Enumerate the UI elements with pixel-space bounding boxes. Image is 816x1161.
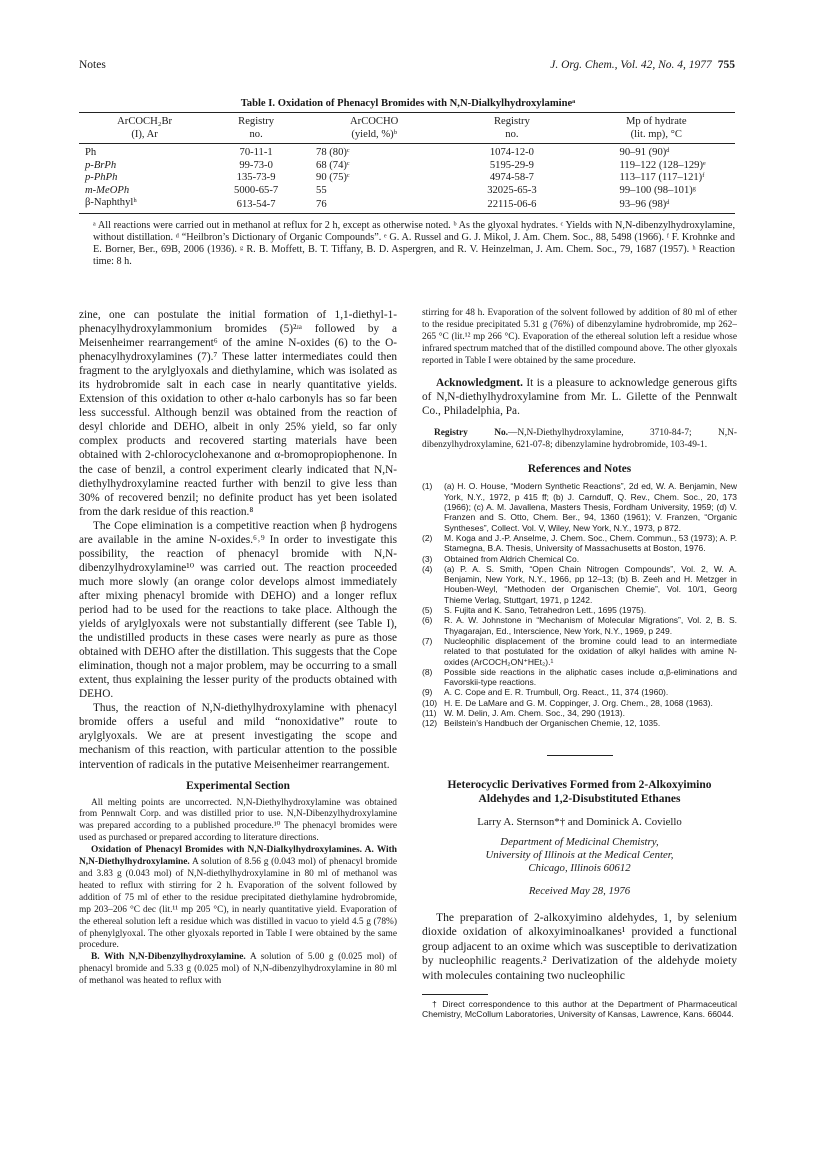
cell: 113–117 (117–121)ᶠ xyxy=(619,172,705,183)
experimental-paragraph xyxy=(79,845,397,952)
reference-item: (4) (a) P. A. S. Smith, “Open Chain Nitrogen Compounds”, Vol. 2, W. A. Benjamin, New York, N.Y., 1966, pp 12–13; (b) B. Zeeh and H. Metzger in Houben-Weyl, “Methoden der Organischen Chemie”, Vol. 10/1, Georg Thieme Verlag, Stuttgart, 1971, p 1242. xyxy=(422,563,737,605)
affiliation-line: University of Illinois at the Medical Center, xyxy=(485,848,674,861)
table-row xyxy=(79,172,735,185)
cell: 5000-65-7 xyxy=(234,184,279,196)
experimental-paragraph: stirring for 48 h. Evaporation of the solvent followed by addition of 80 ml of ether to the residue precipitated 5.31 g (76%) of dibenzylamine hydrobromide, mp 262–265 °C (lit.¹² mp 266 °C). Evaporation of the ethereal solution left a residue whose infrared spectrum matched that of the distilled compound above. The other glyoxals reported in Table I were obtained by the same procedure. xyxy=(422,308,737,366)
paragraph-text: A solution of 5.00 g (0.025 mol) of phenacyl bromide and 5.33 g (0.025 mol) of N,N-dibenzylhydroxylamine in 80 ml of methanol was heated to reflux with xyxy=(79,952,397,987)
paragraph-text: A solution of 8.56 g (0.043 mol) of phenacyl bromide and 3.83 g (0.043 mol) of N,N-diethylhydroxylamine in 80 ml of methanol was heated to reflux with stirring for 2 h. Evaporation of the solvent followed by addition of 75 ml of ether to the residue precipitated diethylamine hydrobromide, mp 203–206 °C dec (lit.¹¹ mp 205 °C), in nearly quantitative yield. Evaporation of the ethereal solution left a residue which was distilled in vacuo to yield 4.5 g (78%) of phenylglyoxal. The other glyoxals reported in Table I were obtained by the same procedure. xyxy=(79,857,397,951)
reference-item: (12) Beilstein’s Handbuch der Organischen Chemie, 12, 1035. xyxy=(422,718,661,729)
references-list xyxy=(422,481,737,728)
affiliation-line: Chicago, Illinois 60612 xyxy=(528,861,631,874)
affiliation-line: Department of Medicinal Chemistry, xyxy=(500,835,659,848)
table-row xyxy=(79,197,735,213)
table-row xyxy=(79,185,735,198)
cell: 99-73-0 xyxy=(239,159,273,171)
registry-text: —N,N-Diethylhydroxylamine, 3710-84-7; N,N-dibenzylhydroxylamine, 621-07-8; dibenzylamine hydrobromide, 103-49-1. xyxy=(422,427,737,450)
col-header-registry-2: Registry no. xyxy=(493,116,530,140)
col-header-registry-1: Registry no. xyxy=(238,116,275,140)
section-heading-experimental: Experimental Section xyxy=(186,779,290,792)
cell: 76 xyxy=(316,198,327,210)
acknowledgment-text: It is a pleasure to acknowledge generous gifts of N,N-diethylhydroxylamine from Mr. L. Gilette of the Pennwalt Co., Philadelphia, Pa. xyxy=(422,376,737,417)
experimental-paragraph: All melting points are uncorrected. N,N-Diethylhydroxylamine was obtained from Pennwalt Corp. and was distilled prior to use. N,N-Dibenzylhydroxylamine was prepared according to a published procedure.¹⁰ The phenacyl bromides were used as purchased or prepared according to literature directions. xyxy=(79,797,397,844)
table-footnotes: ᵃ All reactions were carried out in methanol at reflux for 2 h, except as otherwise noted. ᵇ As the glyoxal hydrates. ᶜ Yields with N,N-dibenzylhydroxylamine, without distillation. ᵈ “Heilbron’s Dictionary of Organic Compounds”. ᵉ G. A. Russel and G. J. Mikol, J. Am. Chem. Soc., 88, 5498 (1966). ᶠ F. Krohnke and E. Borner, Ber., 69B, 2006 (1936). ᵍ R. B. Moffett, B. T. Tiffany, B. D. Aspergren, and R. V. Heinzelman, J. Am. Chem. Soc., 79, 1687 (1957). ʰ Reaction time: 8 h. xyxy=(93,219,735,268)
acknowledgment xyxy=(422,376,737,418)
cell: p-BrPh xyxy=(85,159,117,171)
cell: 32025-65-3 xyxy=(487,184,537,196)
cell: 1074-12-0 xyxy=(489,147,534,158)
reference-item: (10) H. E. De LaMare and G. M. Coppinger, J. Org. Chem., 28, 1068 (1963). xyxy=(422,697,713,708)
table-row xyxy=(79,144,735,160)
results-table xyxy=(79,113,735,213)
cell: p-PhPh xyxy=(85,172,118,183)
run-in-heading: Oxidation of Phenacyl Bromides with N,N-Dialkylhydroxylamines. A. With N,N-Diethylhydroxylamine. xyxy=(79,845,397,868)
article-intro-paragraph: The preparation of 2-alkoxyimino aldehydes, 1, by selenium dioxide oxidation of alkoxyiminoalkanes¹ provided a functional group adjacent to an oxime which was susceptible to derivatization by nucleophilic reagents.² Derivatization of the aldehyde moiety with molecules containing two nucleophilic xyxy=(422,910,737,982)
footnote-rule xyxy=(422,994,488,995)
cell: 119–122 (128–129)ᵉ xyxy=(619,159,706,171)
cell: 99–100 (98–101)ᵍ xyxy=(619,184,696,196)
author-footnote: † Direct correspondence to this author at the Department of Pharmaceutical Chemistry, McCollum Laboratories, University of Kansas, Lawrence, Kans. 66044. xyxy=(422,998,737,1019)
col-header-product: ArCOCHO (yield, %)ᵇ xyxy=(350,116,399,140)
left-column xyxy=(79,308,397,988)
col-header-mp: Mp of hydrate (lit. mp), °C xyxy=(625,116,687,140)
references-heading: References and Notes xyxy=(527,463,632,476)
article-divider xyxy=(547,755,613,756)
article-title: Heterocyclic Derivatives Formed from 2-Alkoxyimino Aldehydes and 1,2-Disubstituted Ethanes xyxy=(447,778,712,805)
cell: 70-11-1 xyxy=(239,147,273,158)
reference-item: (9) A. C. Cope and E. R. Trumbull, Org. React., 11, 374 (1960). xyxy=(422,687,669,698)
col-header-substrate: ArCOCH₂Br (I), Ar xyxy=(117,116,173,140)
reference-item: (11) W. M. Delin, J. Am. Chem. Soc., 34, 290 (1913). xyxy=(422,708,625,719)
registry-heading: Registry No. xyxy=(434,427,508,438)
cell: β-Naphthylʰ xyxy=(85,197,137,208)
cell: Ph xyxy=(85,147,97,158)
reference-item: (2) M. Koga and J.-P. Anselme, J. Chem. Soc., Chem. Commun., 53 (1973); A. P. Stamegna, B.A. Thesis, University of Massachusetts at Boston, 1976. xyxy=(422,532,737,554)
registry-numbers xyxy=(422,428,737,452)
running-head-journal xyxy=(550,59,735,71)
run-in-heading: B. With N,N-Dibenzylhydroxylamine. xyxy=(91,952,246,963)
reference-item: (6) R. A. W. Johnstone in “Mechanism of Molecular Migrations”, Vol. 2, B. S. Thyagarajan, Ed., Interscience, New York, N.Y., 1969, p 249. xyxy=(422,615,737,636)
article-authors: Larry A. Sternson*† and Dominick A. Coviello xyxy=(477,815,682,828)
table-row xyxy=(79,160,735,173)
cell: 68 (74)ᶜ xyxy=(316,159,350,171)
cell: m-MeOPh xyxy=(85,184,130,196)
reference-item: (7) Nucleophilic displacement of the bromine could lead to an intermediate related to that postulated for the oxidation of alkyl halides with amine N-oxides (ArCOCH₂ON⁺HEt₂).¹ xyxy=(422,635,737,667)
paragraph: The Cope elimination is a competitive reaction when β hydrogens are available in the amine N-oxides.⁶˒⁹ In order to investigate this possibility, the reaction of phenacyl bromide with N,N-dibenzylhydroxylamine¹⁰ was carried out. The reaction proceeded much more slowly (an orange color develops almost immediately after mixing phenacyl bromide with DEHO) and a longer reflux period had to be used for the reactions to take place. Although the yields of arylglyoxals were not substantially different (see Table I), the undistilled products in these cases were nearly as pure as those obtained with DEHO after the distillation. This suggests that the Cope elimination, though not a major problem, may be occurring to a small extent, thus explaining the lesser purity of the products obtained with DEHO. xyxy=(79,519,397,701)
table-title: Table I. Oxidation of Phenacyl Bromides with N,N-Dialkylhydroxylamineᵃ xyxy=(240,98,576,109)
right-column xyxy=(422,308,737,1019)
table-bottom-rule xyxy=(79,213,735,214)
cell: 90 (75)ᶜ xyxy=(316,172,350,183)
reference-item: (1) (a) H. O. House, “Modern Synthetic Reactions”, 2d ed, W. A. Benjamin, New York, N.Y., 1972, p 415 ff; (b) J. Carnduff, Q. Rev., Chem. Soc., 20, 173 (1966); (c) A. M. Javallena, Masters Thesis, Fordham University, 1959; (d) V. Franzen and S. Otto, Chem. Ber., 94, 1360 (1961); V. Franzen, “Organic Syntheses”, Collect. Vol. V, Wiley, New York, N.Y., 1973, p 872. xyxy=(422,481,737,533)
cell: 613-54-7 xyxy=(236,198,276,210)
cell: 55 xyxy=(316,184,327,196)
author-affiliation xyxy=(422,836,737,875)
cell: 135-73-9 xyxy=(236,172,276,183)
cell: 90–91 (90)ᵈ xyxy=(619,147,670,158)
cell: 4974-58-7 xyxy=(489,172,534,183)
table-block xyxy=(79,112,735,268)
cell: 78 (80)ᶜ xyxy=(316,147,350,158)
acknowledgment-heading: Acknowledgment. xyxy=(436,376,523,389)
table-header-row xyxy=(79,113,735,143)
page-number: 755 xyxy=(717,59,735,71)
cell: 22115-06-6 xyxy=(487,198,537,210)
experimental-paragraph xyxy=(79,952,397,988)
reference-item: (3) Obtained from Aldrich Chemical Co. xyxy=(422,553,580,564)
received-date: Received May 28, 1976 xyxy=(528,884,631,897)
reference-item: (5) S. Fujita and K. Sano, Tetrahedron Lett., 1695 (1975). xyxy=(422,605,647,616)
cell: 93–96 (98)ᵈ xyxy=(619,198,670,210)
paragraph: zine, one can postulate the initial formation of 1,1-diethyl-1-phenacylhydroxylammonium bromides (5)²ʴᵃ followed by a Meisenheimer rearrangement⁶ of the amine N-oxides (6) to the O-phenacylhydroxylamines (7).⁷ These latter intermediates could then fragment to the arylglyoxals and diethylamine, which was isolated as its hydrobromide salt in each case in nearly quantitative yields. Extension of this oxidation to other α-halo carbonyls has so far been less successful. Although benzil was obtained from the reaction of desyl chloride and DEHO, albeit in only 25% yield, so far only complex products and recovered starting materials have been obtained with 2-chlorocyclohexanone and α-bromopropiophenone. In the case of benzil, a control experiment clearly indicated that N,N-diethylhydroxylamine reacted further with benzil to give less than 30% of recovered benzil; no definite product has yet been isolated from the dark residue of this reaction.⁸ xyxy=(79,309,397,518)
cell: 5195-29-9 xyxy=(489,159,534,171)
journal-citation: J. Org. Chem., Vol. 42, No. 4, 1977 xyxy=(550,59,712,71)
reference-item: (8) Possible side reactions in the aliphatic cases include α,β-eliminations and Favorskii-type reactions. xyxy=(422,666,737,688)
paragraph: Thus, the reaction of N,N-diethylhydroxylamine with phenacyl bromide offers a useful and mild “nonoxidative” route to arylglyoxals. We are at present investigating the scope and mechanism of this reaction, with particular attention to the possible intervention of radicals in the putative Meisenheimer rearrangement. xyxy=(79,702,397,771)
running-head-section: Notes xyxy=(79,59,106,71)
